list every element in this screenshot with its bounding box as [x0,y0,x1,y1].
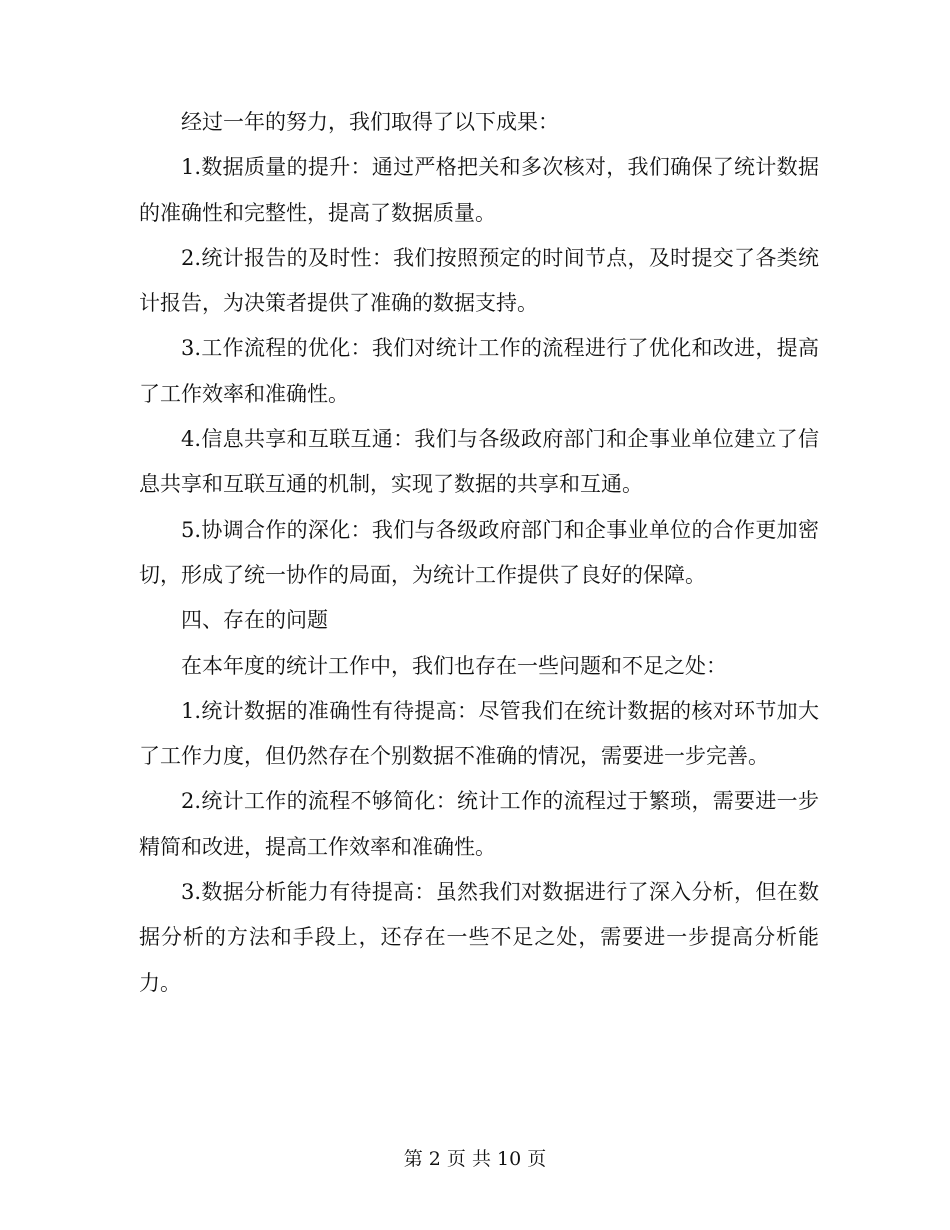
problems-intro-paragraph: 在本年度的统计工作中，我们也存在一些问题和不足之处： [181,653,727,678]
achievement-item-2: 2.统计报告的及时性：我们按照预定的时间节点，及时提交了各类统计报告，为决策者提供了准确的数据支持。 [139,245,819,316]
section-heading: 四、存在的问题 [181,608,328,633]
achievement-item-5: 5.协调合作的深化：我们与各级政府部门和企事业单位的合作更加密切，形成了统一协作的局面，为统计工作提供了良好的保障。 [139,517,819,587]
document-body [139,100,819,1006]
problem-item-3: 3.数据分析能力有待提高：虽然我们对数据进行了深入分析，但在数据分析的方法和手段上，还存在一些不足之处，需要进一步提高分析能力。 [139,880,819,995]
achievement-item-3: 3.工作流程的优化：我们对统计工作的流程进行了优化和改进，提高了工作效率和准确性。 [139,336,819,406]
achievement-item-4: 4.信息共享和互联互通：我们与各级政府部门和企事业单位建立了信息共享和互联互通的机制，实现了数据的共享和互通。 [139,427,819,497]
intro-paragraph: 经过一年的努力，我们取得了以下成果： [181,110,559,134]
problem-item-2: 2.统计工作的流程不够简化：统计工作的流程过于繁琐，需要进一步精简和改进，提高工作效率和准确性。 [139,789,819,859]
page-number-footer: 第 2 页 共 10 页 [403,1148,547,1170]
problem-item-1: 1.统计数据的准确性有待提高：尽管我们在统计数据的核对环节加大了工作力度，但仍然存在个别数据不准确的情况，需要进一步完善。 [139,698,819,769]
achievement-item-1: 1.数据质量的提升：通过严格把关和多次核对，我们确保了统计数据的准确性和完整性，提高了数据质量。 [139,155,819,225]
